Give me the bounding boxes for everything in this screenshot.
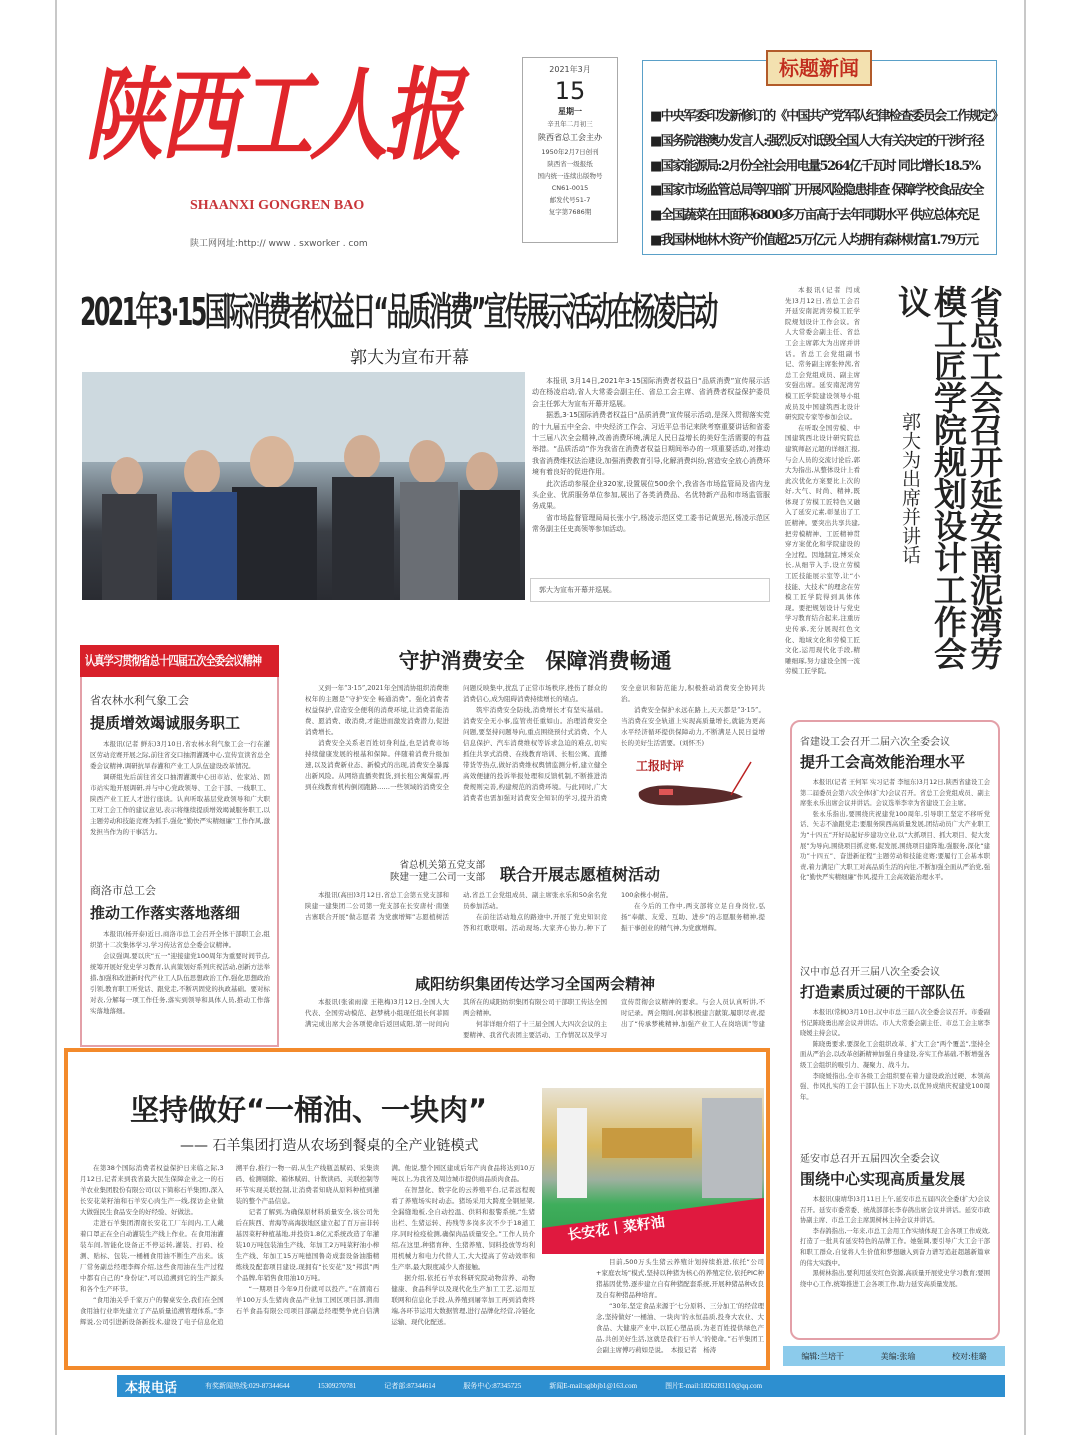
postal-code: 邮发代号51-7 [549,196,591,204]
tree-story-title[interactable]: 联合开展志愿植树活动 [500,865,661,884]
headline-news-list [650,105,1003,254]
contact-footer: 本报电话 有奖新闻热线:029-87344644 15309270781 记者部:87344614 服务中心:87345725 新闻E-mail:sgbbjb1@163.com 图片E-mail:1826283110@qq.com [117,1375,1005,1397]
right-story-3: 延安市总召开五届四次全委会议 围绕中心实现高质量发展 本报讯(康靖华)3月11日上午,延安市总五届四次全委(扩大)会议召开。延安市委常委、统战部部长李春鸽出席会议并讲话。延安市政协副主席、市总工会主席黑树林主持会议并讲话。 李春鸽指出,一年来,市总工会用工作实绩体现工会各项工作成效,打造了一批具有延安特色的品牌工作。她强调,要引导广大工会干部和职工群众,自觉将人生价值和梦想融入到奋力谱写追赶超越新篇章的伟大实践中。 黑树林指出,要利用延安红色资源,高质量开展党史学习教育;要围绕中心工作,统筹推进工会各项工作,助力延安高质量发展。 [800,1154,990,1288]
right-feature-title[interactable]: 省总工会召开延安南泥湾劳模工匠学院规划设计工作会议 [893,285,1004,669]
feature-photo [542,1088,764,1254]
xianyang-story-body: 本报讯(张雀雨濛 王艳梅)3月12日,全国人大代表、全国劳动模范、赵梦桃小组现任组长何菲圆满完成出席大会各项使命后返回咸阳,第一时间向其所在的咸阳纺织集团有限公司干部职工传达全国两会精神。 何菲详细介绍了十三届全国人大四次会议的主要精神、我省代表团主要活动、工作情况以及学习宣传贯彻会议精神的要求。与会人员认真听讲,不时记录。两会期间,何菲积极建言献策,履职尽责,提出了“传承梦桃精神,加强产业工人在岗培训”等建 [305,998,765,1039]
photo-banner-text: 长安花丨菜籽油 [566,1214,666,1244]
lead-subtitle: 郭大为宣布开幕 [350,348,469,368]
day: 15 [554,77,586,105]
lead-body: 本报讯 3月14日,2021年3·15国际消费者权益日“品质消费”宣传展示活动在杨凌启动,省人大常委会副主任、省总工会主席、省消费者权益保护委员会主任郭大为宣布开幕并巡展。 据悉,3·15国际消费者权益日“品质消费”宣传展示活动,是深入贯彻落实党的十九届五中全会、中央经济工作会、习近平总书记来陕考察重要讲话和省委十三届八次全会精神,改善消费环境,满足人民日益增长的美好生活需要的有益举措。“品质活动”作为我省在消费者权益日期间举办的一项重要活动,对推动我省消费维权法治建设,加强消费教育引导,化解消费纠纷,营造安全放心消费环境有着良好的促进作用。 此次活动参展企业320家,设置展位500余个,我省各市场监管局及省内龙头企业、优质服务单位参加,展出了各类消费品、名优特新产品和市场监管服务成果。 省市场监督管理局局长张小宁,杨凌示范区党工委书记黄思光,杨凌示范区常务副主任史高领等参加活动。 [532,377,770,534]
feature-title[interactable]: 坚持做好“一桶油、一块肉” [130,1093,488,1127]
level: 陕西省一级报纸 [547,160,593,168]
left-story-2: 商洛市总工会 推动工作落实落地落细 本报讯(杨开泰)近日,商洛市总工会召开全体干部职工会,组织第十二次集体学习,学习传达省总全委会议精神。 会议强调,要以庆“五一”迎接建党100周年为重要时间节点,统筹开展好党史学习教育,认真策划好系列庆祝活动,创新方法举措,加强和改进新时代产业工人队伍思想政治工作,强化思想政治引领,教育职工听党话、跟党走,不断巩固党的执政基础。要对标对表,分解每一项工作任务,落实到领导和具体人员,推动工作落实落地落细。 [90,884,270,1015]
feature-subtitle: —— 石羊集团打造从农场到餐桌的全产业链模式 [180,1138,479,1154]
editor-credits: 编辑:兰培干 美编:张瑜 校对:桂璐 [783,1346,1005,1366]
headline-item[interactable]: ■中央军委印发新修订的《中国共产党军队纪律检查委员会工作规定》 [650,109,1003,124]
right-story-1: 省建设工会召开二届六次全委会议 提升工会高效能治理水平 本报讯(记者 王何军 实习记者 李旭东)3月12日,陕西省建设工会第二届委员会第六次全体(扩大)会议召开。省总工会党组成员、副主席张永乐出席会议并讲话。会议选举李幸为省建设工会主席。 张永乐指出,要围绕庆祝建党100周年,引导职工坚定不移听党话、矢志不渝跟党走;要服务陕西高质量发展,团结动员广大产业职工为“十四五”开好局起好步建功立业,以“大抓项目、抓大项目、促大发展”为导向,围绕项目抓竞赛,促发展,围绕项目建阵地,强服务,深化“建功”十四五”、奋进新征程”主题劳动和技能竞赛;要履行工会基本职责,着力满足广大职工对高品质生活的向往,不断加强全面从严治党,强化“勤快严实精细廉”作风,提升工会高效能治理水平。 [800,737,990,882]
headline-item[interactable]: ■国家能源局:2月份全社会用电量5264亿千瓦时 同比增长18.5% [650,158,980,174]
right-feature-body: 本报讯(记者 闫成先)3月12日,省总工会召开延安南泥湾劳模工匠学院规划设计工作会议。省人大常委会副主任、省总工会主席郭大为出席并讲话。省总工会党组副书记、常务副主席张仲茜,省总工会党组成员、副主席安强出席。延安南泥湾劳模工匠学院建设领导小组成员及中国建筑西北设计研究院专家等参加会议。 在听取全国劳模、中国建筑西北设计研究院总建筑师赵元超的详细汇报,与会人员的交流讨论后,郭大为指出,从整体设计上看此次优化方案要比上次的好,大气、时尚、精神,既体现了劳模工匠特色又融入了延安元素,彰显出了工匠精神。要突出共享共建,把劳模精神、工匠精神贯穿方案优化和学院建设的全过程。因地制宜,博采众长,从细节入手,设立劳模工匠技能展示室等,让“小技能、大技术”的理念在劳模工匠学院得到具体体现。要把规划设计与党史学习教育结合起来,注重历史传承,充分展现红色文化、地域文化和劳模工匠文化,运用现代化手段,精雕细琢,努力建设全国一流劳模工匠学院。 [785,286,860,676]
page-border-left [55,0,57,1435]
tree-story-kicker: 省总机关第五党支部 陕建一建二公司一支部 [390,860,486,883]
feature-body-right: 目前,500万头生猪云养殖计划持续推进,依托“公司+家庭农场”模式,坚持以种猪为核心的养殖定位,依托PIC种猪基因优势,逐步建立自有种猪配套系统,开展种猪品种改良及自有种猪品种培育。 “30年,坚定食品来源于‘七分原料、三分加工’的经营理念,坚持做好‘一桶油、一块肉’的永恒品质,投身大农业、大食品、大健康产业中,以匠心塑品质,为老百姓提供绿色产品,共创美好生活,这就是我们‘石羊人’的使命。”石羊集团工会副主席傅巧莉如是说。 本报记者 杨涛 [596,1258,764,1354]
lead-headline[interactable]: 2021年3·15国际消费者权益日“品质消费”宣传展示活动在杨凌启动 [80,289,716,335]
left-box-banner [80,645,279,677]
tree-story-body: 本报讯(高田)3月12日,省总工会第五党支部和陕建一建集团二公司第一党支部在长安唐村·南堡古寨联合开展“做志愿者 为党旗增辉”志愿植树活动,省总工会党组成员、副主席张永乐和50余名党员参加活动。 在前往活动地点的路途中,开展了党史知识竞答和红歌联唱。活动现场,大家齐心协力,种下了100余株小树苗。 在今后的工作中,两支部将立足自身岗位,弘扬“奉献、友爱、互助、进步”的志愿服务精神,提振干事创业的精气神,为党旗增辉。 [305,891,765,932]
sponsor: 陕西省总工会主办 [538,133,602,142]
issue-number: 复字第7686期 [548,208,592,216]
headline-item[interactable]: ■国务院港澳办发言人:强烈反对诋毁全国人大有关决定的干涉行径 [650,133,984,149]
year-month: 2021年3月 [549,65,591,74]
newspaper-english-name: SHAANXI GONGREN BAO [190,198,365,213]
xianyang-story-title[interactable]: 咸阳纺织集团传达学习全国两会精神 [414,975,655,993]
feature-body-left: 在第38个国际消费者权益保护日来临之际,3月12日,记者来到我省最大民生保障企业之一的石羊农业集团股份有限公司(以下简称石羊集团),深入长安花菜籽油和石羊安心肉生产一线,探访企业做大做强民生食品安全的好经验、好做法。 走进石羊集团渭南长安花工厂车间内,工人戴着口罩正在全自动灌装生产线上作业。在食用油灌装车间,智能化设备正不停运转,灌装、打码、检测、贴标、包装,一桶桶食用油不断生产出来。该厂常务副总经理李辉介绍,这些食用油在生产过程中都有自己的“身份证”,可以追溯到它的生产源头和各个生产环节。 “食用油关乎千家万户的餐桌安全,我们在全国食用油行业率先建立了产品质量追溯管理体系。”李辉说,公司引进新设备新技术,建设了电子信息化追溯平台,推行一物一码,从生产线瓶盖赋码、采集读码、检测剔除、箱体赋码、计数读码、关联控制等环节实现关联控制,让消费者知晓从原料种植到灌装的整个产品信息。 记者了解到,为确保原材料质量安全,该公司先后在陕西、青海等高海拔地区建立起了百万亩非转基因菜籽种植基地,并投资1.8亿元系统改造了年灌装10万吨包装油生产线、年加工2万吨菜籽油小榨生产线、年加工15万吨德国鲁奇成套设备油脂精炼线及配套项目建设,现拥有“长安花”及“邦淇”两个品牌,年销售食用油10万吨。 “一期项目今年9月份就可以投产。”在渭南石羊100万头生猪肉食品产业加工园区项目部,渭南石羊食品有限公司项目部副总经理樊争虎自信满满。他说,整个园区建成后年产肉食品将达到10万吨以上,为我省及周边城市提供商品质肉食品。 在智慧化、数字化的云养殖平台,记者远程观看了养殖场实时动态。猪场采用大跨度全钢屋架,全漏缝地板,全自动控温、供料和报警系统,“生猪出栏、生猪运转、药残等多岗多次不少于18道工序,同时检疫检测,确保肉品质量安全。”工作人员介绍,在这里,种猪育种、生猪养殖、饲料投放等均利用机械力和电力代替人工,大大提高了劳动效率和生产率,最大限度减少人畜接触。 据介绍,依托石羊农科研究院动物营养、动物健康、食品科学以及现代化生产加工工艺,运用互联网和信息化手段,从养殖到屠宰加工再到消费终端,各环节运用大数据管理,进行品牌化经营,冷链化运输、现代化配送。 [80,1164,535,1326]
lunar-date: 辛丑年二月初三 [547,120,593,128]
weekday: 星期一 [558,107,582,116]
cn-label: 国内统一连续出版物号 [537,172,603,180]
editorial-logo-text: 工报时评 [636,759,685,773]
page-border-right [1024,0,1026,1435]
editorial-logo [631,757,756,807]
newspaper-logo: 陕西工人报 [85,56,460,174]
headline-item[interactable]: ■国家市场监管总局等四部门开展风险隐患排查 保障学校食品安全 [650,183,983,199]
headline-news-badge: 标题新闻 [766,50,872,86]
cn-number: CN61-0015 [551,184,589,192]
right-feature-subtitle: 郭大为出席并讲话 [899,412,921,564]
founded: 1950年2月7日创刊 [541,148,599,156]
right-story-2: 汉中市总召开三届八次全委会议 打造素质过硬的干部队伍 本报讯(常枫)3月10日,汉中市总三届八次全委会议召开。市委副书记陈晓勇出席会议并讲话。市人大常委会副主任、市总工会主席李晓媛主持会议。 陈晓勇要求,要深化工会组织改革、扩大工会“两个覆盖”,坚持全面从严治会,以改革创新精神加强自身建设,夯实工作基础,不断增强各级工会组织的吸引力、凝聚力、战斗力。 李晓媛指出,全市各级工会组织要在着力建设政治过硬、本领高强、作风扎实的工会干部队伍上下功夫,以优异成绩庆祝建党100周年。 [800,967,990,1101]
editorial-body: 又到一年“3·15”,2021年全国消协组织消费维权年的主题是“守护安全 畅通消费”。强化消费者权益保护,营造安全便利的消费环境,让消费者能消费、愿消费、敢消费,才能进而激发消费潜力,促进消费增长。 消费安全关系老百姓切身利益,也是消费市场持续健康发展的根基和保障。伴随着消费升级加速,以及消费新业态、新模式的出现,消费安全暴露出新风险。从网络直播卖假货,到长租公寓爆雷,再到在线教育机构倒闭跑路……一些领域的消费安全问题反映集中,扰乱了正常市场秩序,挫伤了群众的消费信心,成为阻碍消费持续增长的堵点。 筑牢消费安全防线,消费增长才有坚实基础。消费安全无小事,监管责任重如山。治理消费安全问题,要坚持问题导向,重点围绕预付式消费、个人信息保护、汽车消费维权等诉求急迫的难点,切实抓住共享式消费、在线教育培训、长租公寓、直播带货等热点,做好消费维权舆情监测分析,建立健全高效便捷的投诉举报处理和反馈机制,不断推进消费规则完善,构建规范的消费环境。与此同时,广大消费者也需加强对消费安全知识的学习,提升消费安全意识和防范能力,积极推动消费安全协同共治。 消费安全保护永远在路上,天天都是“3·15”。当消费在安全轨道上实现高质量增长,就能为更高水平经济循环提供保障动力,不断满足人民日益增长的美好生活需要。(刘怀丕) 工报时评 [305,683,765,851]
lead-photo [82,372,525,600]
left-box-banner-text: 认真学习贯彻省总十四届五次全委会议精神 [84,653,261,668]
headline-item[interactable]: ■全国蔬菜在田面积6800多万亩高于去年同期水平 供应总体充足 [650,208,979,224]
lead-photo-people [82,372,525,600]
left-story-1: 省农林水利气象工会 提质增效竭诚服务职工 本报讯(记者 鲜东)3月10日,省农林水利气象工会一行在灌区劳动竞赛开展之际,前往省交口抽渭灌溉中心,宣传宣读省总全委会议精神,调研抗旱春灌和产业工人队伍建设改革情况。 调研组先后前往省交口抽渭灌溉中心田市站、佐家站、固市站实地开展调研,并与中心党政领导、工会干部、一线职工、陕西产业工匠人才进行座谈。认真听取基层党政领导和广大职工对工会工作的建议意见,表示将继续提质增效竭诚服务职工,以主题劳动和技能竞赛为抓手,强化“勤快严实精细廉”工作作风,激发担当作为的干事活力。 [90,694,270,836]
website-address[interactable]: 陕工网网址:http:// www . sxworker . com [190,239,368,249]
photo-caption: 郭大为宣布开幕并巡展。 [530,578,770,602]
headline-item[interactable]: ■我国林地林木资产价值超25万亿元 人均拥有森林财富1.79万元 [650,232,978,248]
editorial-title[interactable]: 守护消费安全 保障消费畅通 [398,648,672,673]
date-box [522,57,618,243]
